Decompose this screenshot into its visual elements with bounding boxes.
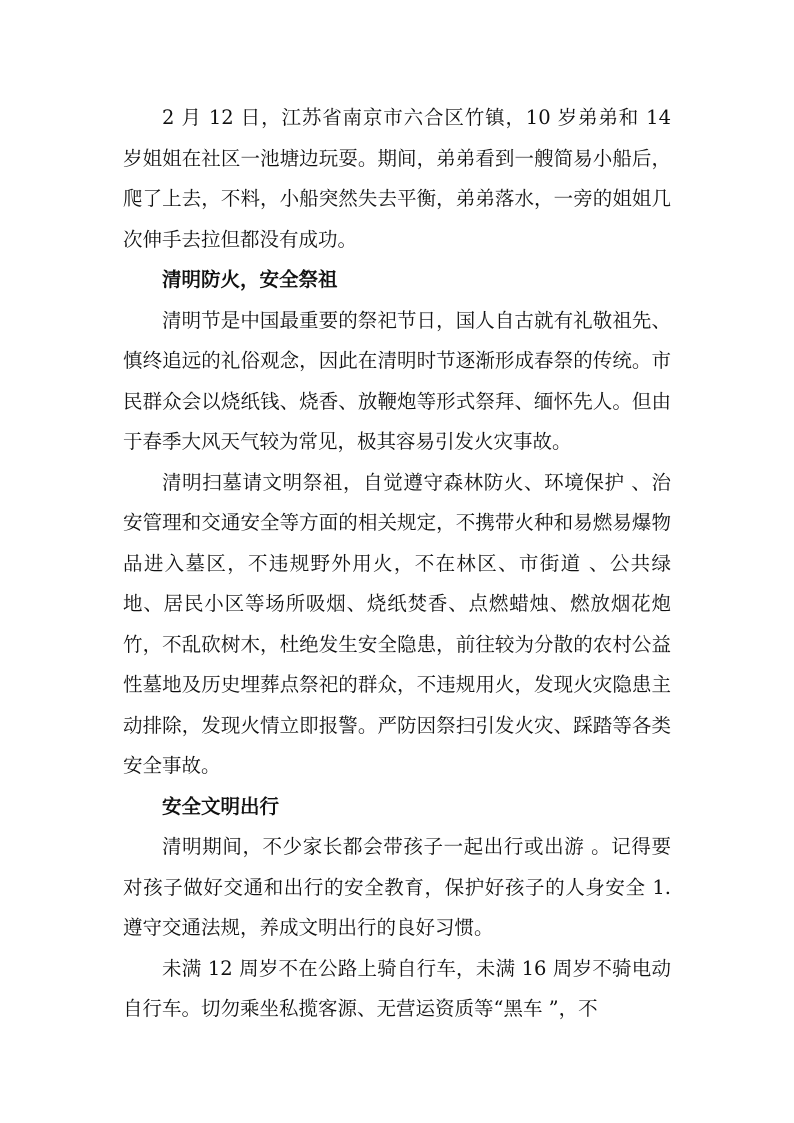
section-heading-safe-travel: 安全文明出行: [162, 794, 280, 818]
paragraph-qingming-tradition: 清明节是中国最重要的祭祀节日，国人自古就有礼敬祖先、慎终追远的礼俗观念，因此在清明时节逐渐形成春祭的传统。市民群众会以烧纸钱、烧香、放鞭炮等形式祭拜、缅怀先人。但由于春季大风天气较为常见，极其容易引发火灾事故。: [123, 308, 671, 453]
section-heading-fire-safety: 清明防火，安全祭祖: [162, 268, 338, 291]
paragraph-civilized-worship: 清明扫墓请文明祭祖，自觉遵守森林防火、环境保护 、治安管理和交通安全等方面的相关规定，不携带火种和易燃易爆物品进入墓区，不违规野外用火，不在林区、市街道 、公共绿地、居民小区等场所吸烟、烧纸焚香、点燃蜡烛、燃放烟花炮竹，不乱砍树木，杜绝发生安全隐患，前往较为分散的农村公益性墓地及历史埋葬点祭祀的群众，不违规用火，发现火灾隐患主动排除，发现火情立即报警。严防因祭扫引发火灾、踩踏等各类安全事故。: [123, 470, 671, 777]
paragraph-travel-safety: 清明期间，不少家长都会带孩子一起出行或出游 。记得要对孩子做好交通和出行的安全教育，保护好孩子的人身安全 1.遵守交通法规，养成文明出行的良好习惯。: [123, 835, 671, 939]
paragraph-cycling-rules: 未满 12 周岁不在公路上骑自行车，未满 16 周岁不骑电动自行车。切勿乘坐私揽客源、无营运资质等“黑车 ”，不: [123, 956, 671, 1020]
document-page: [123, 98, 671, 1030]
paragraph-drowning-incident: 2 月 12 日，江苏省南京市六合区竹镇，10 岁弟弟和 14 岁姐姐在社区一池塘边玩耍。期间，弟弟看到一艘简易小船后，爬了上去，不料，小船突然失去平衡，弟弟落水，一旁的姐姐几次伸手去拉但都没有成功。: [123, 106, 671, 251]
